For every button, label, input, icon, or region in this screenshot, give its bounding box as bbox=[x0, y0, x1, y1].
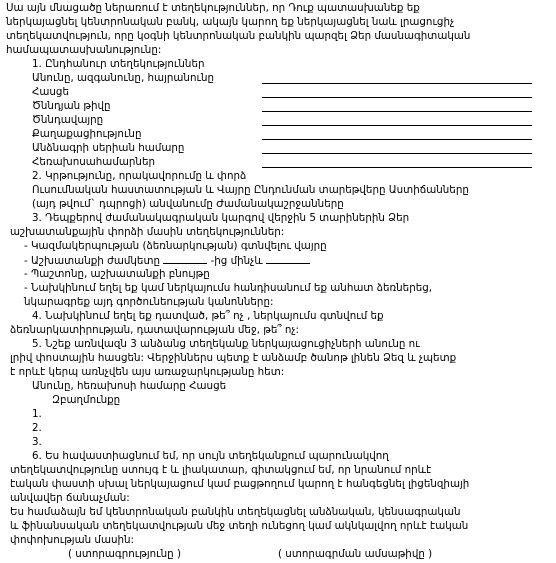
declaration-line: Ես համաձայն եմ կենտրոնական բանկին տեղեկացնել անձնական, կենսագրական bbox=[10, 506, 461, 518]
education-columns: Ուսումնական հաստատության և Վայրը Ընդունման տարեթվերը Աստիճանները bbox=[32, 184, 469, 196]
intro-line: համապատասխանությունը: bbox=[6, 44, 162, 56]
field-phone[interactable] bbox=[22, 156, 552, 170]
declaration-line: փոփոխության մասին: bbox=[10, 534, 135, 546]
section-6-heading: 6. Ես հավաստիացնում եմ, որ սույն տեղեկանքում պարունակվող bbox=[32, 450, 389, 462]
field-label: Ծննդյան թիվը bbox=[32, 100, 111, 112]
reference-number: 2. bbox=[32, 422, 42, 434]
signature-label[interactable]: ( ստորագրությունը ) bbox=[68, 548, 181, 560]
field-label: Ծննդավայրը bbox=[32, 114, 104, 126]
section-5-text: է որևէ կերպ առնչվեն այս առաջարկությանը հետ: bbox=[10, 366, 285, 378]
reference-number: 3. bbox=[32, 436, 42, 448]
field-birth-date[interactable] bbox=[22, 100, 552, 114]
field-label: Հեռախոսահամարներ bbox=[32, 156, 155, 168]
term-to-blank[interactable] bbox=[266, 254, 310, 264]
field-citizenship[interactable] bbox=[22, 128, 552, 142]
field-full-name[interactable] bbox=[22, 72, 552, 86]
reference-number: 1. bbox=[32, 408, 42, 420]
section-2-heading: 2. Կրթությունը, որակավորումը և փորձ bbox=[32, 170, 247, 182]
section-4-text: ձեռնարկատիրության, դատավարության մեջ, թե՞ ոչ: bbox=[10, 324, 300, 336]
work-item: - Պաշտոնը, աշխատանքի բնույթը bbox=[24, 268, 210, 280]
section-1-heading: 1. Ընդհանուր տեղեկություններ bbox=[32, 58, 205, 70]
term-from-label: -ից մինչև bbox=[210, 255, 263, 267]
fill-line[interactable] bbox=[262, 97, 532, 98]
reference-columns: Անունը, հեռախոսի համարը Հասցե bbox=[32, 380, 227, 392]
reference-column-occupation: Զբաղմունքը bbox=[52, 394, 121, 406]
work-item: նկարագրեք այդ գործունեության կանոնները: bbox=[24, 296, 274, 308]
work-item-term bbox=[24, 254, 310, 267]
field-label: Քաղաքացիությունը bbox=[32, 128, 142, 140]
intro-line: տեղեկատվություն, որը կօգնի կենտրոնական բանկին պարզել Ձեր մասնագիտական bbox=[6, 30, 471, 42]
fill-line[interactable] bbox=[262, 83, 532, 84]
declaration-line: էական փաստի սխալ ներկայացում կամ բացթողում կարող է հանգեցնել լիցենզիայի bbox=[10, 478, 470, 490]
section-4-heading: 4. Նախկինում եղել եք դատված, թե՞ ոչ , ներկայումս գտնվում եք bbox=[32, 310, 384, 322]
section-5-text: լրիվ փոստային հասցեն: Վերջիններս պետք է անձամբ ծանոթ լինեն Ձեզ և չպետք bbox=[10, 352, 457, 364]
term-from-blank[interactable] bbox=[163, 254, 207, 264]
field-address[interactable] bbox=[22, 86, 552, 100]
fill-line[interactable] bbox=[262, 111, 532, 112]
intro-line: ներկայացնել կենտրոնական բանկ, ակայն կարող եք ներկայացնել նաև լրացուցիչ bbox=[6, 16, 455, 28]
section-5-heading: 5. Նշեք առնվազն 3 անձանց տեղեկանք ներկայացուցիչների անունը ու bbox=[32, 338, 420, 350]
work-item: - Կազմակերպության (ձեռնարկության) գտնվելու վայրը bbox=[24, 240, 327, 252]
field-label: Անձնագրի սերիան համարը bbox=[32, 142, 185, 154]
declaration-line: տեղեկատվությունը ստույգ է և լիակատար, գիտակցում եմ, որ նրանում որևէ bbox=[10, 464, 432, 476]
fill-line[interactable] bbox=[262, 139, 532, 140]
work-item: - Նախկինում եղել եք կամ ներկայումս հանդիսանում եք անհատ ձեռներեց, bbox=[24, 282, 433, 294]
section-3-heading: 3. Դեպքերով ժամանակագրական կարգով վերջին 5 տարիներին Ձեր bbox=[32, 212, 410, 224]
declaration-line: անվավեր ճանաչման: bbox=[10, 492, 130, 504]
fill-line[interactable] bbox=[262, 167, 532, 168]
field-label: Հասցե bbox=[32, 86, 69, 98]
field-birth-place[interactable] bbox=[22, 114, 552, 128]
signature-date-label[interactable]: ( ստորագրման ամսաթիվը ) bbox=[278, 548, 433, 560]
intro-line: Սա այն մնացածը ներառում է տեղեկություններ, որ Դուք պատասխանեք եք bbox=[6, 2, 420, 14]
fill-line[interactable] bbox=[262, 153, 532, 154]
work-item: - Աշխատանքի ժամկետը bbox=[24, 255, 160, 267]
field-label: Անունը, ազգանունը, հայրանունը bbox=[32, 72, 214, 84]
education-columns: (այդ թվում` դպրոցի) անվանումը Ժամանակաշրջանները bbox=[32, 198, 344, 210]
section-3-text: աշխատանքային փորձի մասին տեղեկություններ: bbox=[10, 226, 285, 238]
field-passport[interactable] bbox=[22, 142, 552, 156]
fill-line[interactable] bbox=[262, 125, 532, 126]
declaration-line: և ֆինանսական տեղեկատվության մեջ տեղի ունեցող կամ ակնկալվող որևէ էական bbox=[10, 520, 469, 532]
